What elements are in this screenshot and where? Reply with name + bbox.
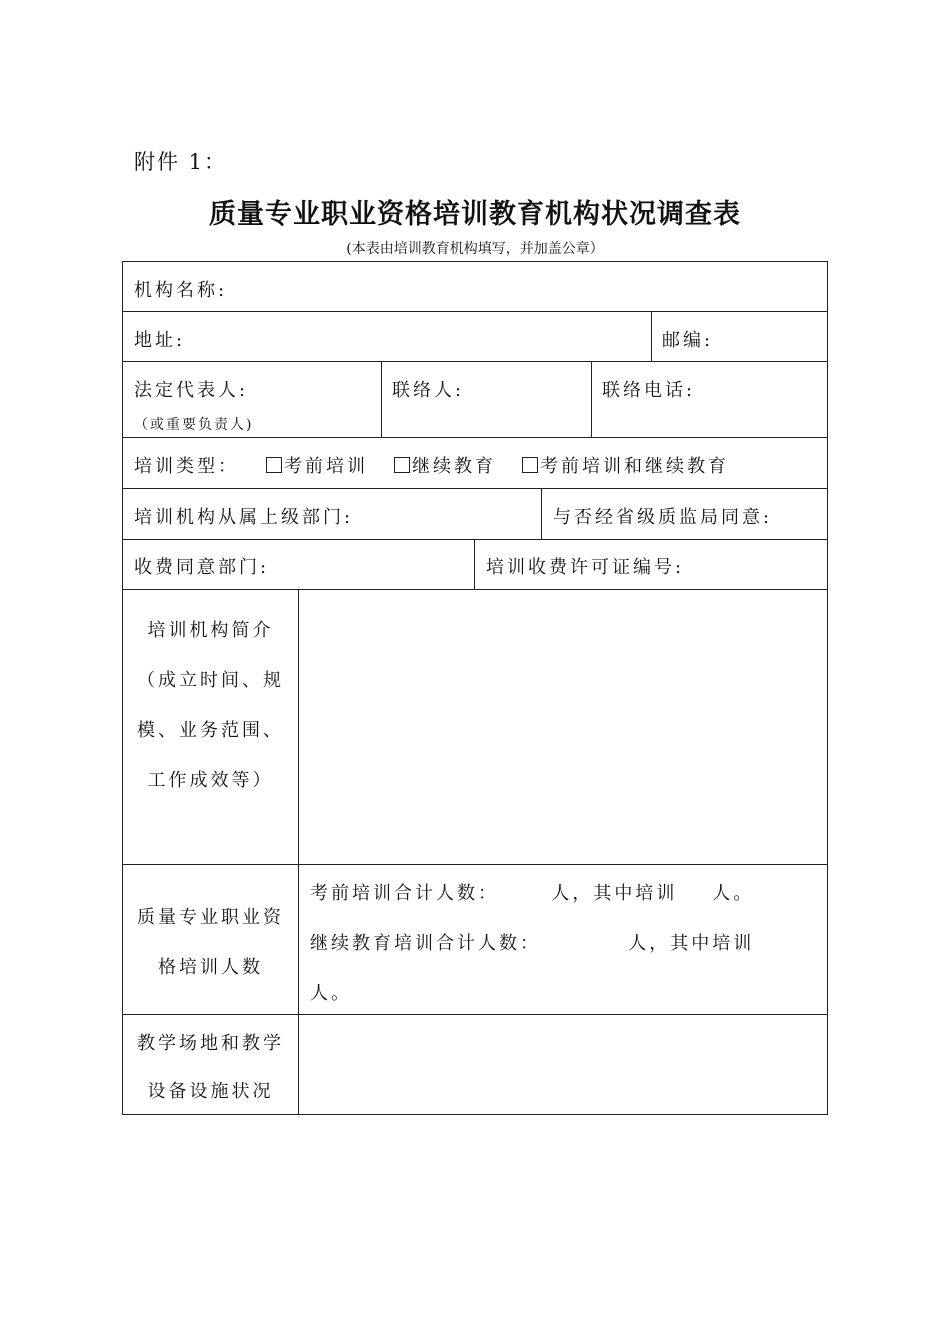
table-rule [122, 488, 828, 489]
checkbox-label: 考前培训和继续教育 [540, 456, 729, 477]
table-border-top [122, 261, 828, 262]
table-divider [591, 361, 592, 437]
checkbox-icon[interactable] [394, 457, 410, 473]
intro-label-line: 培训机构简介 [147, 620, 274, 641]
checkbox-continuing[interactable] [394, 452, 496, 478]
table-divider [474, 539, 475, 589]
count-label-line: 格培训人数 [158, 957, 263, 978]
checkbox-label: 继续教育 [412, 456, 496, 477]
address-label: 地址: [134, 330, 186, 351]
count-label-line: 质量专业职业资 [137, 907, 284, 928]
count-line: 人。 [310, 983, 352, 1004]
legal-rep-label: 法定代表人: [134, 380, 249, 401]
legal-rep-note: （或重要负责人) [134, 417, 254, 433]
org-name-label: 机构名称: [134, 280, 228, 301]
table-divider [541, 488, 542, 539]
table-border-right [827, 261, 828, 1115]
intro-label-line: 模、业务范围、 [137, 720, 284, 741]
intro-label-line: 工作成效等） [147, 770, 274, 791]
table-rule [122, 361, 828, 362]
table-border-bottom [122, 1114, 828, 1115]
form-subtitle: (本表由培训教育机构填写，并加盖公章） [346, 241, 604, 257]
table-rule [122, 311, 828, 312]
table-rule [122, 437, 828, 438]
training-type-label: 培训类型： [134, 456, 239, 477]
table-rule [122, 539, 828, 540]
table-rule [122, 864, 828, 865]
venue-label-line: 设备设施状况 [147, 1081, 274, 1102]
checkbox-both[interactable] [522, 452, 729, 478]
checkbox-label: 考前培训 [284, 456, 368, 477]
table-divider [651, 311, 652, 361]
superior-dept-label: 培训机构从属上级部门: [134, 507, 354, 528]
table-divider [381, 361, 382, 437]
fee-dept-label: 收费同意部门: [134, 557, 270, 578]
checkbox-icon[interactable] [266, 457, 282, 473]
intro-label-line: （成立时间、规 [137, 670, 284, 691]
count-line: 考前培训合计人数： 人，其中培训 人。 [310, 883, 755, 904]
attachment-label: 附件 1： [134, 150, 228, 174]
contact-label: 联络人: [392, 380, 465, 401]
count-line: 继续教育培训合计人数： 人，其中培训 [310, 933, 755, 954]
checkbox-icon[interactable] [522, 457, 538, 473]
form-title: 质量专业职业资格培训教育机构状况调查表 [209, 199, 741, 230]
table-rule [122, 1014, 828, 1015]
table-divider [298, 589, 299, 1114]
phone-label: 联络电话: [602, 380, 696, 401]
approval-label: 与否经省级质监局同意: [553, 507, 773, 528]
table-rule [122, 589, 828, 590]
venue-label-line: 教学场地和教学 [137, 1033, 284, 1054]
checkbox-pre-exam[interactable] [266, 452, 368, 478]
fee-license-label: 培训收费许可证编号: [486, 557, 685, 578]
postcode-label: 邮编: [662, 330, 714, 351]
